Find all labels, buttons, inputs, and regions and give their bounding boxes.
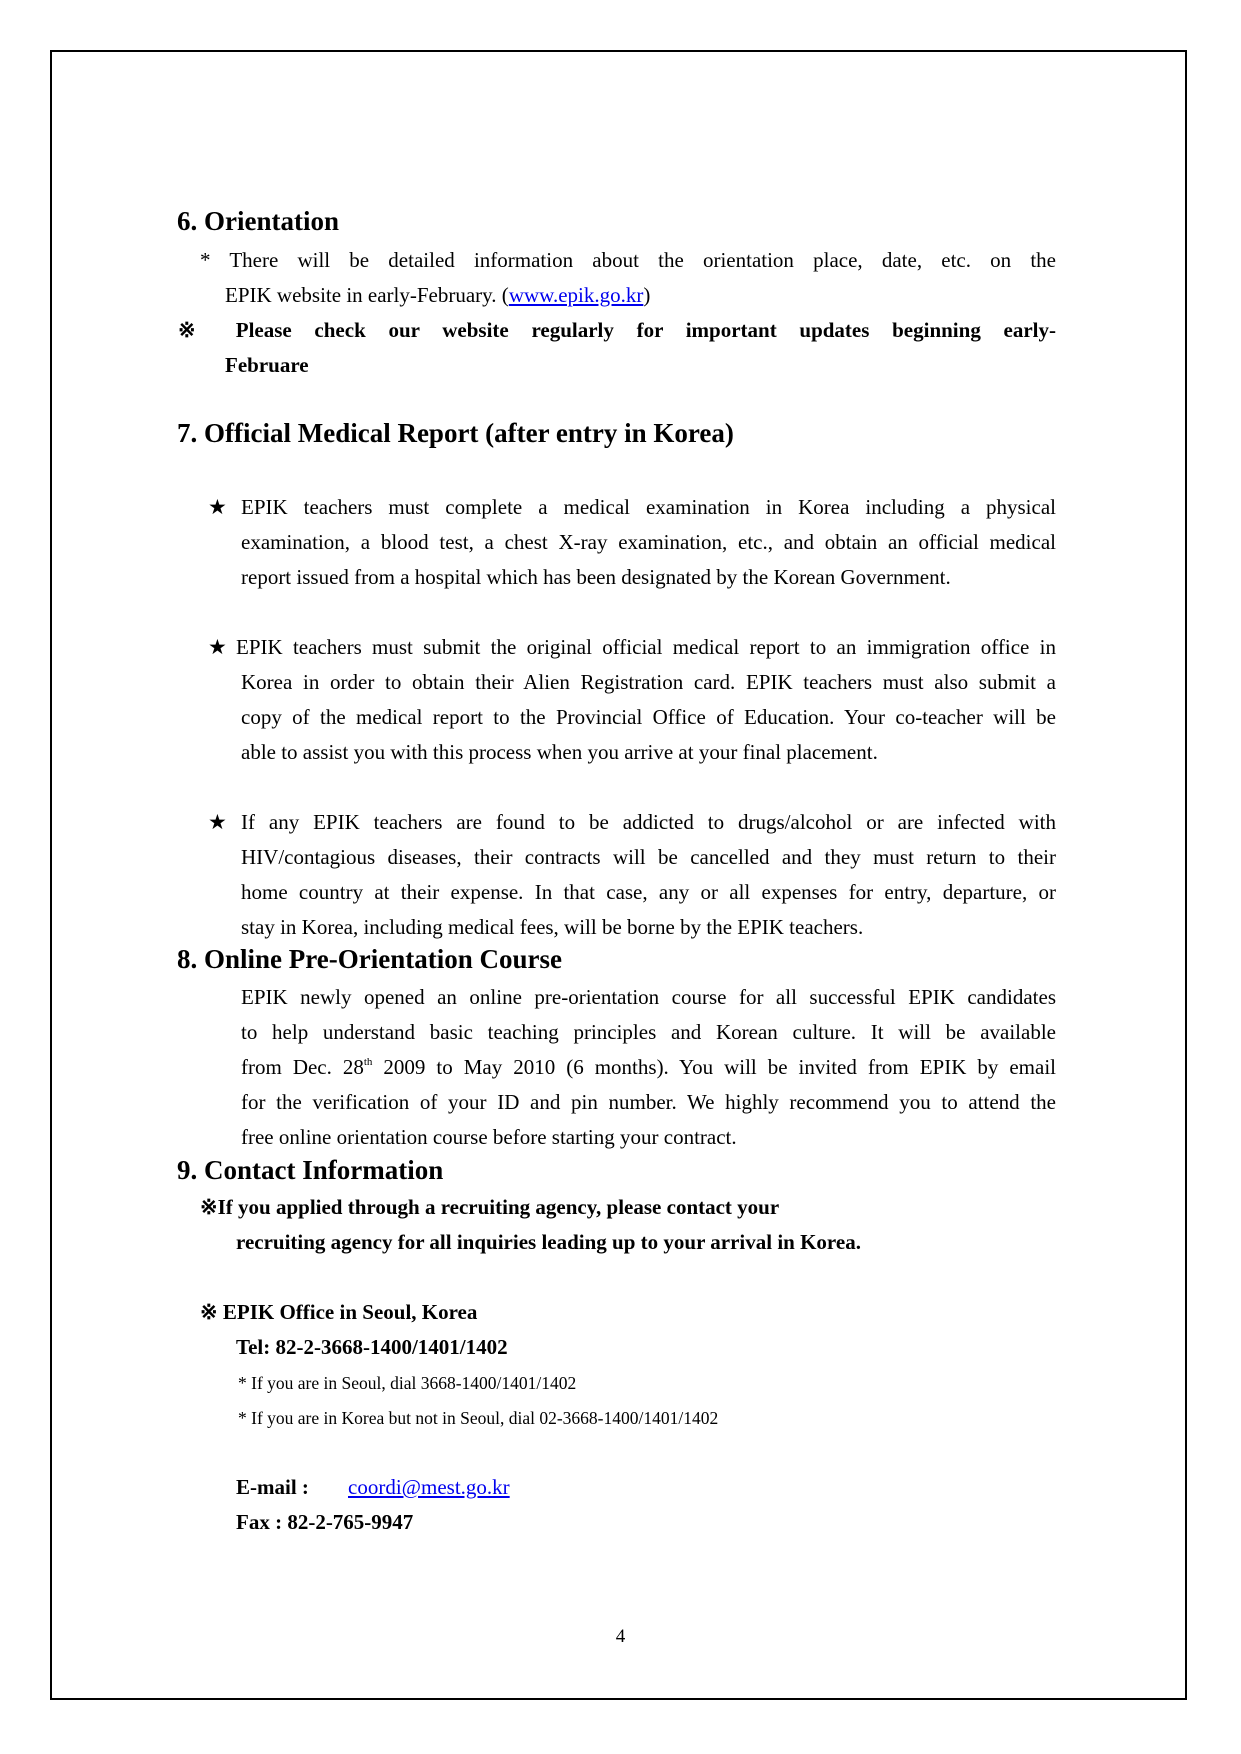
medical-bullet2-line1: EPIK teachers must submit the original official medical report to an immigration office in [236,635,1056,659]
medical-bullet1-line2: examination, a blood test, a chest X-ray examination, etc., and obtain an official medical [241,530,1056,554]
office-title: EPIK Office in Seoul, Korea [222,1300,478,1324]
section-heading-online-course: 8. Online Pre-Orientation Course [177,944,562,974]
course-line2: to help understand basic teaching principles and Korean culture. It will be available [241,1020,1056,1044]
orientation-warning-line2: Februare [225,353,309,377]
medical-bullet3-line1: If any EPIK teachers are found to be addicted to drugs/alcohol or are infected with [241,810,1056,834]
medical-bullet1-line1: EPIK teachers must complete a medical examination in Korea including a physical [241,495,1056,519]
epik-website-link[interactable]: www.epik.go.kr [508,283,644,307]
section-heading-contact: 9. Contact Information [177,1155,444,1185]
section-heading-orientation: 6. Orientation [177,206,339,236]
medical-bullet2-line3: copy of the medical report to the Provincial Office of Education. Your co-teacher will be [241,705,1056,729]
seoul-dial-note: * If you are in Seoul, dial 3668-1400/1401/1402 [238,1373,577,1393]
email-label: E-mail : [236,1475,309,1499]
email-link[interactable]: coordi@mest.go.kr [348,1475,510,1499]
orientation-note-line2 [225,285,650,306]
agency-text: If you applied through a recruiting agency, please contact your [217,1195,780,1219]
reference-mark-icon: ※ [178,318,214,342]
course-line3-pre: from Dec. 28 [241,1055,364,1079]
medical-bullet1-line3: report issued from a hospital which has been designated by the Korean Government. [241,565,951,589]
orientation-warning-line1 [178,320,1056,341]
course-line1: EPIK newly opened an online pre-orientation course for all successful EPIK candidates [241,985,1056,1009]
star-icon: ★ [208,635,227,659]
medical-bullet3-line2: HIV/contagious diseases, their contracts will be cancelled and they must return to their [241,845,1056,869]
medical-bullet3-line3: home country at their expense. In that case, any or all expenses for entry, departure, or [241,880,1056,904]
course-line3 [241,1057,1056,1078]
star-icon: ★ [208,495,227,519]
orientation-note-text: There will be detailed information about the orientation place, date, etc. on the [229,248,1056,272]
agency-line1 [200,1197,779,1218]
orientation-note-line1 [200,250,1056,271]
reference-mark-icon: ※ [200,1195,218,1219]
agency-line2: recruiting agency for all inquiries leading up to your arrival in Korea. [236,1230,861,1254]
medical-bullet2-line4: able to assist you with this process when you arrive at your final placement. [241,740,878,764]
warning-text: Please check our website regularly for important updates beginning early- [235,318,1056,342]
medical-bullet3-line4: stay in Korea, including medical fees, will be borne by the EPIK teachers. [241,915,864,939]
course-line4: for the verification of your ID and pin number. We highly recommend you to attend the [241,1090,1056,1114]
office-tel: Tel: 82-2-3668-1400/1401/1402 [236,1335,508,1359]
asterisk: * [200,248,230,272]
page-number: 4 [615,1626,626,1647]
section-heading-medical: 7. Official Medical Report (after entry in Korea) [177,418,734,448]
medical-bullet2-line2: Korea in order to obtain their Alien Registration card. EPIK teachers must also submit a [241,670,1056,694]
fax-number: Fax : 82-2-765-9947 [236,1510,414,1534]
course-line5: free online orientation course before starting your contract. [241,1125,737,1149]
office-title-line [200,1302,477,1323]
orientation-note-text2: EPIK website in early-February. ( [225,283,509,307]
paren-close: ) [643,283,651,307]
reference-mark-icon: ※ [200,1300,218,1324]
course-line3-post: 2009 to May 2010 (6 months). You will be invited from EPIK by email [372,1055,1056,1079]
korea-dial-note: * If you are in Korea but not in Seoul, dial 02-3668-1400/1401/1402 [238,1408,719,1428]
ordinal-suffix: th [363,1056,373,1068]
star-icon: ★ [208,810,227,834]
